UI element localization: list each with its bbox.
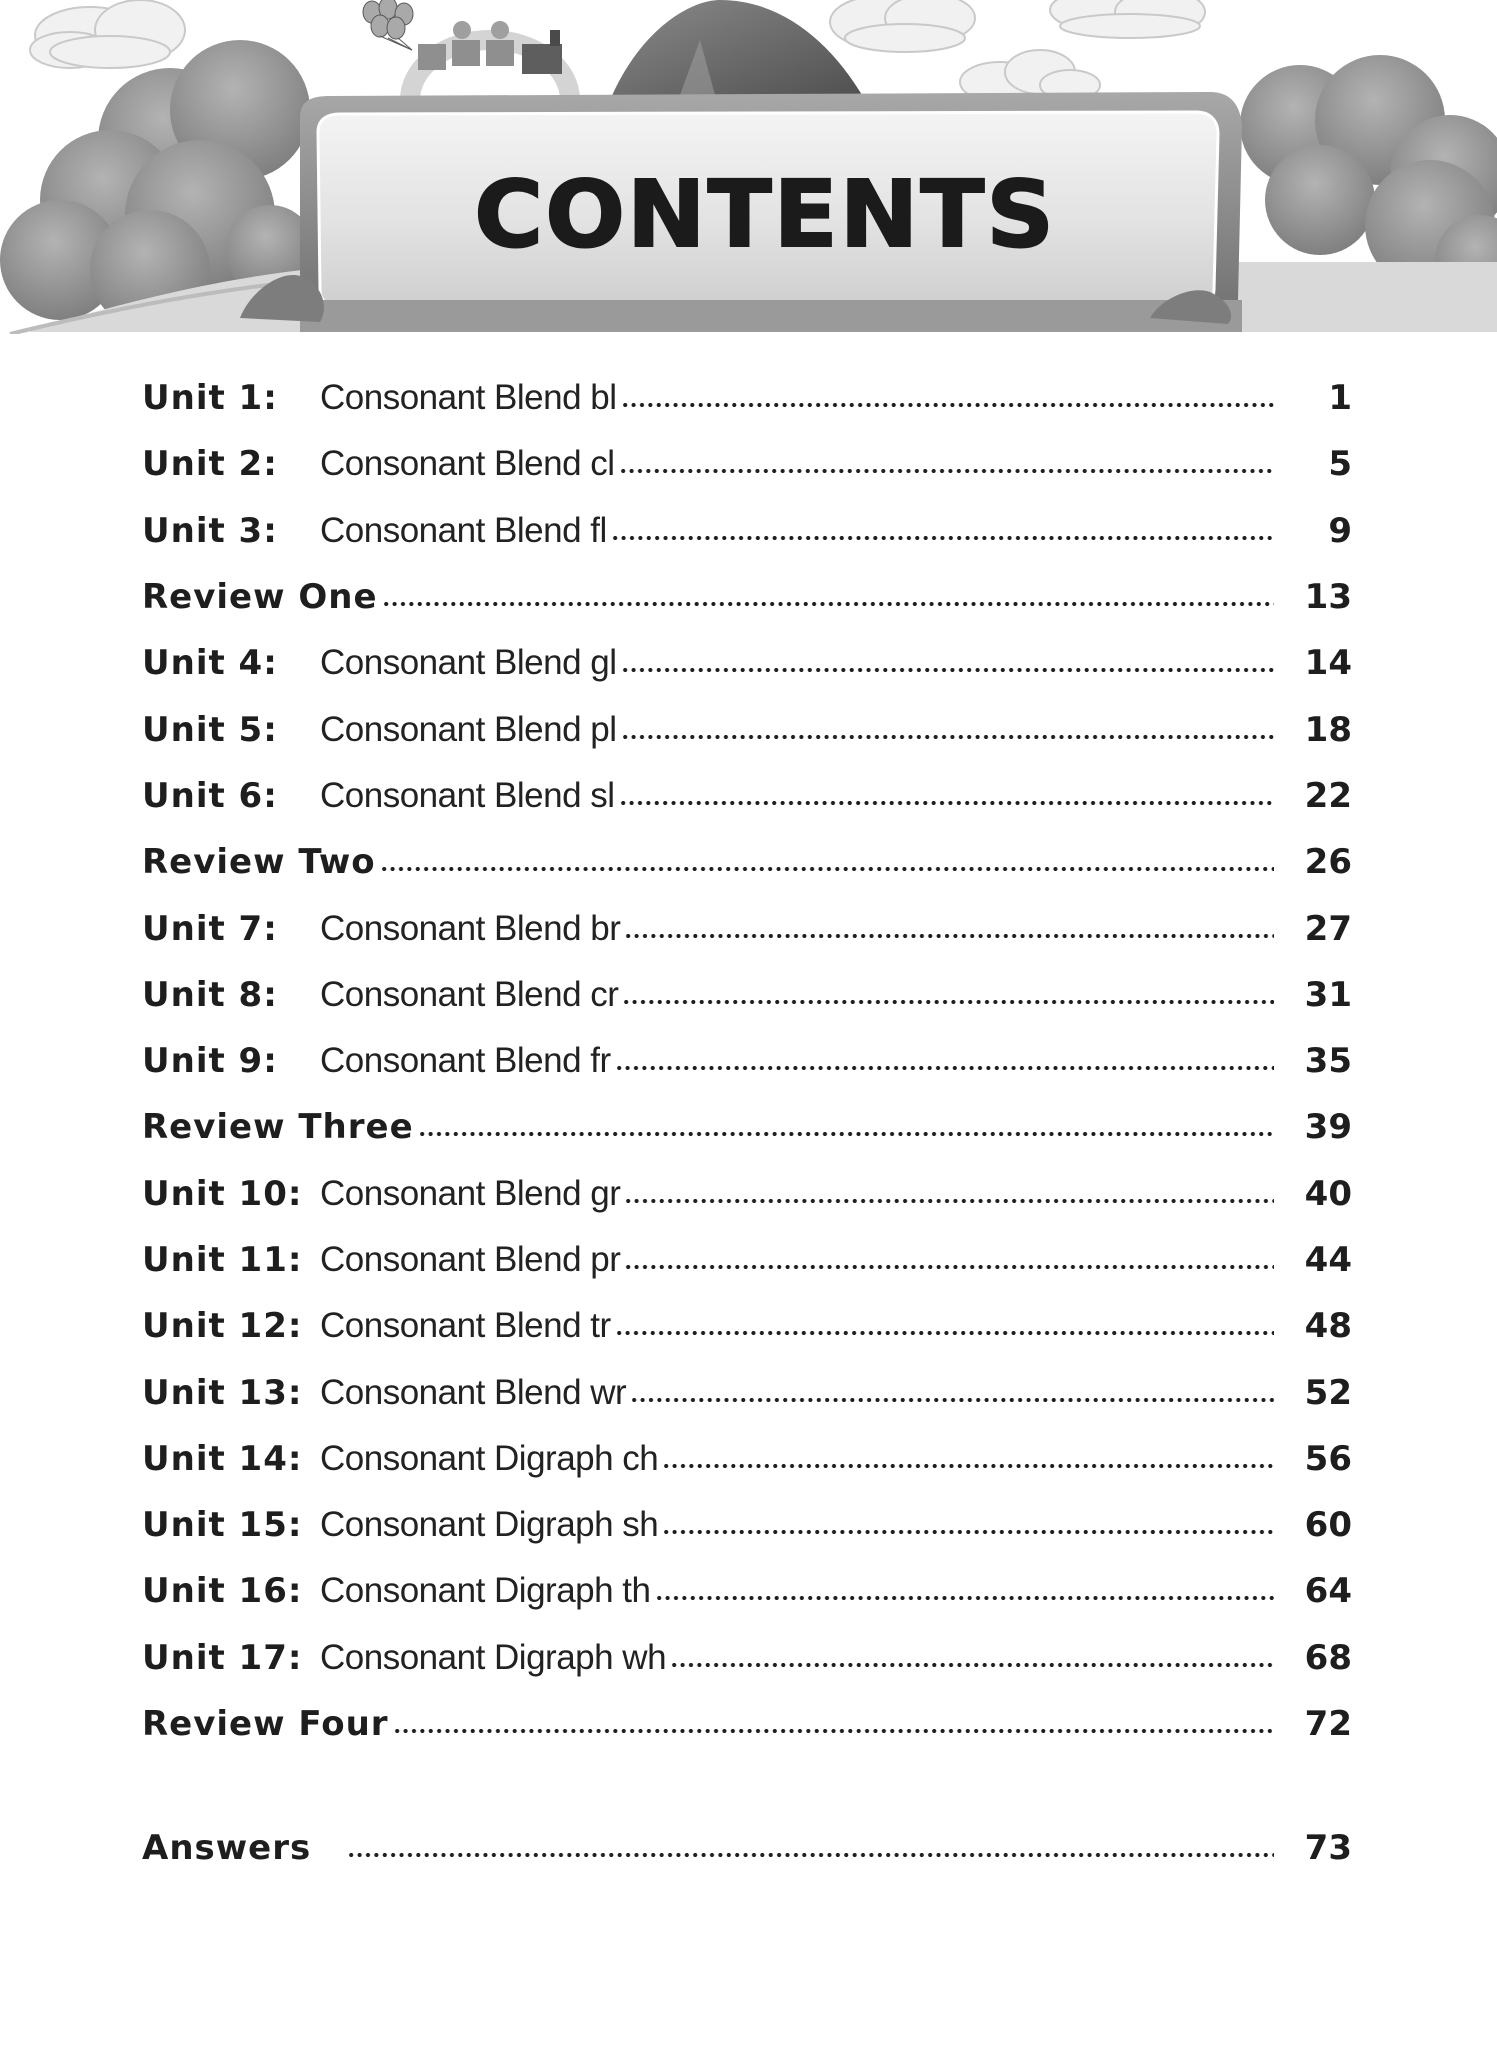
page-number: 52 [1304, 1372, 1352, 1413]
dot-leader [662, 1529, 1274, 1535]
unit-label: Unit 6: [142, 775, 278, 816]
dot-leader [615, 1330, 1274, 1336]
entry-title: Consonant Digraph sh [320, 1505, 659, 1545]
dot-leader [624, 1198, 1274, 1204]
dot-leader [670, 1662, 1274, 1668]
table-of-contents [142, 365, 1352, 1882]
entry-title: Consonant Blend wr [320, 1372, 627, 1412]
page-number: 60 [1304, 1505, 1352, 1546]
entry-title: Consonant Digraph th [320, 1571, 651, 1611]
toc-row-unit-12[interactable] [142, 1293, 1352, 1359]
balloons-icon [363, 0, 413, 50]
entry-title: Consonant Blend tr [320, 1306, 611, 1346]
unit-label: Unit 14: [142, 1438, 303, 1479]
page-number: 13 [1304, 577, 1352, 618]
dot-leader [630, 1397, 1274, 1403]
toc-row-unit-1[interactable] [142, 365, 1352, 431]
dot-leader [621, 667, 1275, 673]
toc-row-unit-4[interactable] [142, 630, 1352, 696]
entry-title: Consonant Blend pl [320, 709, 617, 749]
page-number: 48 [1304, 1306, 1352, 1347]
page-number: 18 [1304, 709, 1352, 750]
unit-label: Unit 11: [142, 1240, 303, 1280]
unit-label: Unit 4: [142, 643, 278, 684]
entry-title: Consonant Blend bl [320, 378, 617, 418]
unit-label: Unit 9: [142, 1041, 278, 1082]
entry-title: Consonant Blend fl [320, 510, 607, 550]
toc-row-unit-11[interactable] [142, 1227, 1352, 1293]
unit-label: Unit 5: [142, 709, 278, 750]
toc-row-review-two[interactable] [142, 829, 1352, 895]
unit-label: Unit 7: [142, 908, 278, 949]
unit-label: Unit 13: [142, 1372, 303, 1413]
dot-leader [611, 535, 1274, 541]
dot-leader [624, 1264, 1274, 1270]
page-number: 39 [1304, 1107, 1352, 1148]
page-number: 72 [1304, 1704, 1352, 1745]
review-label: Review Three [142, 1107, 414, 1148]
unit-label: Unit 2: [142, 444, 278, 485]
page-number: 68 [1304, 1637, 1352, 1678]
unit-label: Unit 17: [142, 1637, 303, 1678]
entry-title: Consonant Digraph ch [320, 1438, 659, 1478]
entry-title: Consonant Blend gr [320, 1173, 621, 1213]
page-number: 31 [1304, 974, 1352, 1015]
unit-label: Unit 15: [142, 1505, 303, 1546]
toc-row-unit-16[interactable] [142, 1558, 1352, 1624]
toc-row-unit-13[interactable] [142, 1359, 1352, 1425]
toc-row-unit-14[interactable] [142, 1426, 1352, 1492]
page-number: 35 [1304, 1041, 1352, 1082]
toc-row-unit-3[interactable] [142, 498, 1352, 564]
unit-label: Unit 16: [142, 1571, 303, 1612]
unit-label: Unit 3: [142, 510, 278, 551]
toc-row-unit-2[interactable] [142, 431, 1352, 497]
page-number: 73 [1304, 1828, 1352, 1869]
page-number: 1 [1328, 378, 1352, 419]
dot-leader [619, 468, 1274, 474]
entry-title: Consonant Blend cl [320, 444, 615, 484]
dot-leader [393, 1728, 1274, 1734]
page-number: 27 [1304, 908, 1352, 949]
toc-row-unit-17[interactable] [142, 1625, 1352, 1691]
page-number: 26 [1304, 842, 1352, 883]
mountain-icon [610, 0, 865, 100]
page-number: 9 [1328, 510, 1352, 551]
dot-leader [621, 734, 1275, 740]
toc-row-review-one[interactable] [142, 564, 1352, 630]
entry-title: Consonant Blend gl [320, 643, 617, 683]
dot-leader [621, 402, 1275, 408]
entry-title: Consonant Blend fr [320, 1041, 611, 1081]
unit-label: Unit 8: [142, 974, 278, 1015]
page-number: 14 [1304, 643, 1352, 684]
toc-row-unit-9[interactable] [142, 1028, 1352, 1094]
unit-label: Unit 12: [142, 1306, 303, 1347]
dot-leader [619, 800, 1274, 806]
answers-label: Answers [142, 1828, 312, 1869]
review-label: Review Two [142, 842, 376, 883]
toc-row-unit-5[interactable] [142, 696, 1352, 762]
toc-row-unit-6[interactable] [142, 763, 1352, 829]
dot-leader [624, 933, 1274, 939]
unit-label: Unit 10: [142, 1173, 303, 1214]
page-number: 56 [1304, 1438, 1352, 1479]
toc-spacer [142, 1757, 1352, 1815]
page-number: 64 [1304, 1571, 1352, 1612]
dot-leader [347, 1852, 1274, 1858]
entry-title: Consonant Blend sl [320, 775, 615, 815]
entry-title: Consonant Blend cr [320, 974, 619, 1014]
train-icon [410, 21, 570, 100]
review-label: Review Four [142, 1704, 389, 1745]
entry-title: Consonant Digraph wh [320, 1637, 667, 1677]
toc-row-unit-8[interactable] [142, 962, 1352, 1028]
toc-row-review-three[interactable] [142, 1094, 1352, 1160]
header-illustration [0, 0, 1497, 334]
unit-label: Unit 1: [142, 378, 278, 419]
dot-leader [655, 1595, 1275, 1601]
entry-title: Consonant Blend pr [320, 1240, 621, 1279]
toc-row-review-four[interactable] [142, 1691, 1352, 1757]
cloud-icon [30, 0, 185, 68]
page-number: 5 [1328, 444, 1352, 485]
dot-leader [662, 1463, 1274, 1469]
toc-row-answers[interactable] [142, 1815, 1352, 1881]
review-label: Review One [142, 577, 378, 618]
page-number: 40 [1304, 1173, 1352, 1214]
title-wrap [300, 150, 1230, 280]
dot-leader [615, 1065, 1274, 1071]
entry-title: Consonant Blend br [320, 908, 621, 948]
dot-leader [382, 601, 1274, 607]
dot-leader [380, 866, 1274, 872]
page-title: CONTENTS [474, 161, 1056, 268]
dot-leader [418, 1131, 1274, 1137]
dot-leader [622, 999, 1274, 1005]
toc-row-unit-15[interactable] [142, 1492, 1352, 1558]
page-number: 44 [1304, 1240, 1352, 1280]
toc-row-unit-10[interactable] [142, 1161, 1352, 1227]
toc-row-unit-7[interactable] [142, 895, 1352, 961]
page-number: 22 [1304, 775, 1352, 816]
